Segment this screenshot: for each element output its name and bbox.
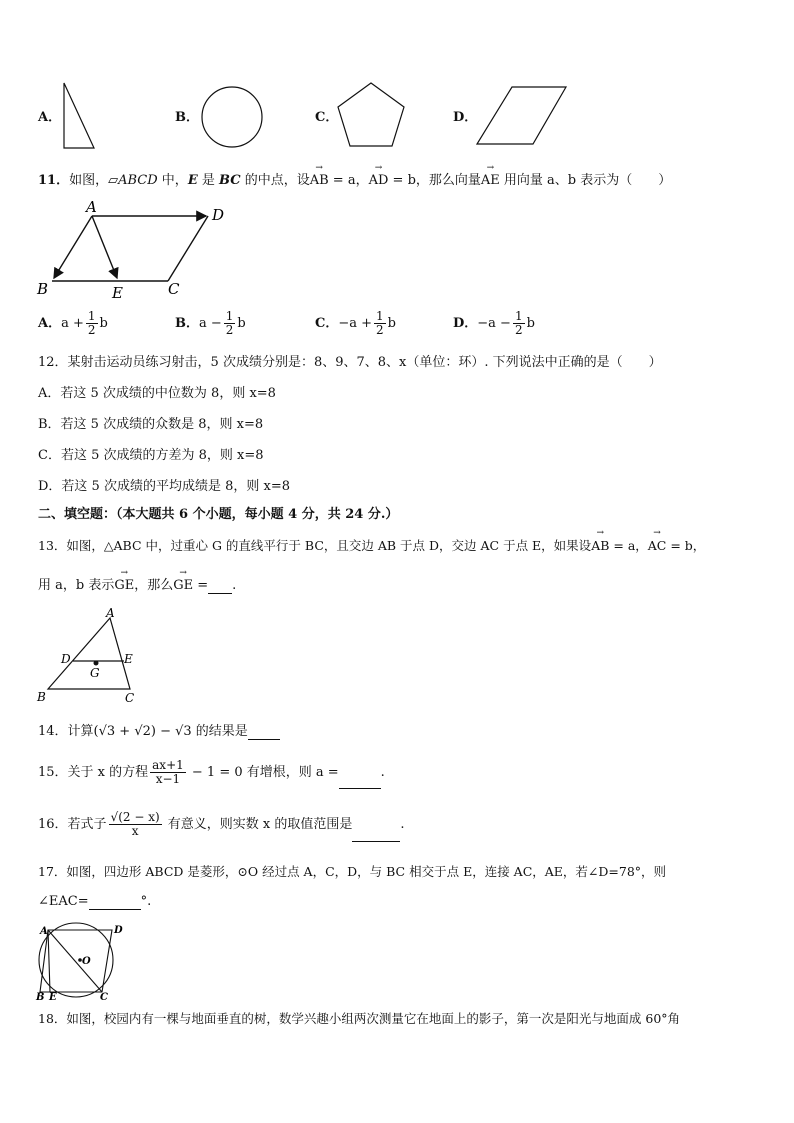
q14-answer-blank[interactable] xyxy=(248,739,280,740)
q10-circle-figure xyxy=(197,84,267,150)
q13-label-a: A xyxy=(106,606,115,620)
q13-line2: 用 a，b 表示→ GE，那么→ GE = . xyxy=(38,578,236,594)
q16-answer-blank[interactable] xyxy=(352,841,400,842)
q17-answer-blank[interactable] xyxy=(89,909,141,910)
q15: 15．关于 x 的方程 $\frac{ax+1}{x-1}$ − 1 = 0 有增根，则 a = . xyxy=(38,757,385,789)
q11-label-e: E xyxy=(112,284,123,302)
q12-option-d: D．若这 5 次成绩的平均成绩是 8，则 x=8 xyxy=(38,479,290,494)
q10-option-a-label: A． xyxy=(38,110,62,125)
q11-label-a: A xyxy=(86,198,97,216)
q13-label-d: D xyxy=(61,652,71,666)
q18-line1: 18．如图，校园内有一棵与地面垂直的树，数学兴趣小组两次测量它在地面上的影子，第一次是阳光与地面成 60°角 xyxy=(38,1011,681,1026)
q12-option-a: A．若这 5 次成绩的中位数为 8，则 x=8 xyxy=(38,386,276,401)
q17-line1: 17．如图，四边形 ABCD 是菱形，⊙O 经过点 A，C，D，与 BC 相交于点 E，连接 AC，AE，若∠D=78°，则 xyxy=(38,864,667,879)
q16: 16．若式子 $\frac{√(2 - x)}{x}$ 有意义，则实数 x 的取值范围是 . xyxy=(38,808,405,842)
q13-label-c: C xyxy=(125,691,135,705)
q17-label-c: C xyxy=(100,992,108,1003)
q10-parallelogram-figure xyxy=(474,84,570,148)
q11-parallelogram-figure xyxy=(34,198,234,302)
q13-line1: 13．如图，△ABC 中，过重心 G 的直线平行于 BC，且交边 AB 于点 D，交边 AC 于点 E，如果设→ AB = a，→ AC = b， xyxy=(38,538,705,554)
q17-rhombus-circle-figure xyxy=(34,920,130,1004)
q11-option-c: C．−a + $\frac{1}{2}$ b xyxy=(315,309,396,337)
q17-label-o: O xyxy=(82,956,91,967)
q13-triangle-figure xyxy=(32,606,144,708)
q17-label-b: B xyxy=(36,992,45,1003)
q10-pentagon-figure xyxy=(334,80,408,150)
q11-label-d: D xyxy=(212,206,225,224)
q17-label-e: E xyxy=(49,992,57,1003)
q12-option-b: B．若这 5 次成绩的众数是 8，则 x=8 xyxy=(38,417,264,432)
q11-label-b: B xyxy=(37,280,49,298)
q14: 14．计算(√3 + √2) − √3 的结果是 xyxy=(38,724,280,740)
q11-option-a: A．a + $\frac{1}{2}$ b xyxy=(38,309,108,337)
section-fill-in-heading: 二、填空题：（本大题共 6 个小题，每小题 4 分，共 24 分.） xyxy=(38,507,399,522)
q17-label-a: A xyxy=(40,926,48,937)
q10-option-d-label: D． xyxy=(453,110,478,125)
q12-option-c: C．若这 5 次成绩的方差为 8，则 x=8 xyxy=(38,448,264,463)
q11-stem: 11．如图，▱ABCD 中，E 是 BC 的中点，设→ AB = a，→ AD = b，那么向量→ AE 用向量 a、b 表示为（ ） xyxy=(38,173,671,189)
q17-line2: ∠EAC= °. xyxy=(38,894,152,909)
q10-option-c-label: C． xyxy=(315,110,339,125)
q13-answer-blank[interactable] xyxy=(208,593,232,594)
q15-answer-blank[interactable] xyxy=(339,788,381,789)
q10-right-triangle-figure xyxy=(58,80,100,152)
q10-option-b-label: B． xyxy=(175,110,199,125)
q12-stem: 12．某射击运动员练习射击，5 次成绩分别是：8、9、7、8、x（单位：环）. 下列说法中正确的是（ ） xyxy=(38,355,662,370)
q13-label-e: E xyxy=(124,652,133,666)
q13-label-g: G xyxy=(90,666,100,680)
q11-label-c: C xyxy=(168,280,180,298)
q13-label-b: B xyxy=(37,690,46,704)
q17-label-d: D xyxy=(114,925,123,936)
q11-option-d: D．−a − $\frac{1}{2}$ b xyxy=(453,309,535,337)
q11-option-b: B．a − $\frac{1}{2}$ b xyxy=(175,309,246,337)
